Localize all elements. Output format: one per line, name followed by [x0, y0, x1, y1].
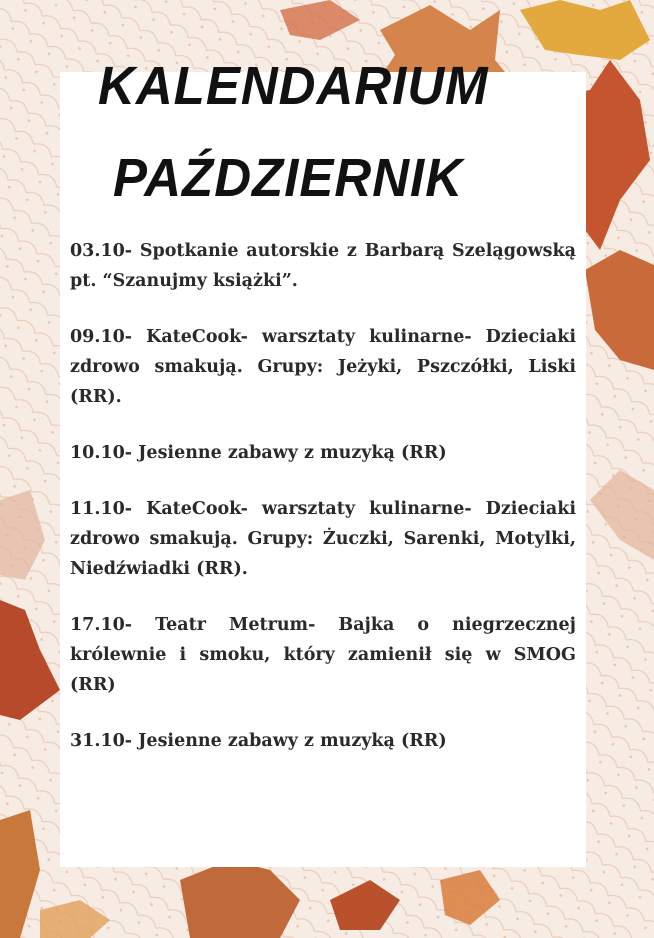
page-title: KALENDARIUM: [98, 55, 489, 116]
month-title: PAŹDZIERNIK: [113, 147, 464, 208]
event-list: [70, 236, 576, 782]
event-item: 31.10- Jesienne zabawy z muzyką (RR): [70, 731, 447, 751]
event-item: 17.10- Teatr Metrum- Bajka o niegrzecznej królewnie i smoku, który zamienił się w SMOG (RR): [70, 615, 576, 695]
event-item: 09.10- KateCook- warsztaty kulinarne- Dzieciaki zdrowo smakują. Grupy: Jeżyki, Pszczółki, Liski (RR).: [70, 327, 576, 407]
event-item: 11.10- KateCook- warsztaty kulinarne- Dzieciaki zdrowo smakują. Grupy: Żuczki, Sarenki, Motylki, Niedźwiadki (RR).: [70, 499, 576, 579]
event-item: 10.10- Jesienne zabawy z muzyką (RR): [70, 443, 447, 463]
event-item: 03.10- Spotkanie autorskie z Barbarą Szelągowską pt. “Szanujmy książki”.: [70, 241, 576, 291]
